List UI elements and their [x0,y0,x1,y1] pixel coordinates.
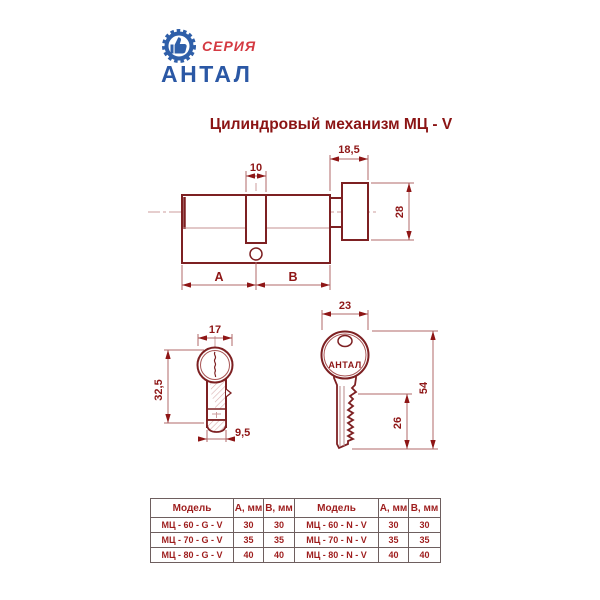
dim-label-b: B [288,270,298,284]
a-cell: 35 [379,533,409,548]
thumb-turn-knob [342,183,368,240]
a-cell: 40 [379,548,409,563]
spec-table [150,498,441,563]
dim-label-slot-width: 9,5 [235,427,251,439]
series-label: СЕРИЯ [202,38,257,54]
b-cell: 40 [409,548,441,563]
col-header-b-1: В, мм [264,499,295,518]
brand-name: АНТАЛ [161,61,253,87]
dimension-a-b [182,262,330,290]
dim-label-knob-width: 18,5 [338,144,360,156]
b-cell: 35 [409,533,441,548]
dimension-knob-height [371,183,414,240]
col-header-b-2: В, мм [409,499,441,518]
key-blade [334,372,356,448]
dim-label-front-width: 17 [208,324,222,336]
model-cell: МЦ - 60 - N - V [295,518,379,533]
model-cell: МЦ - 60 - G - V [151,518,234,533]
dim-label-front-height: 32,5 [153,379,165,401]
dim-label-a: A [214,270,224,284]
side-view-drawing [148,144,414,290]
dim-label-head-width: 23 [338,300,352,312]
spec-header-row [151,499,441,518]
model-cell: МЦ - 80 - G - V [151,548,234,563]
cam-notch [246,195,266,243]
page-title: Цилиндровый механизм МЦ - V [209,116,453,133]
slot-bottom-cap [207,420,226,432]
key-drawing [322,300,439,449]
a-cell: 30 [379,518,409,533]
col-header-a-1: А, мм [234,499,264,518]
key-ring-hole [338,336,352,347]
a-cell: 35 [234,533,264,548]
dim-label-blade-length: 26 [392,416,404,430]
b-cell: 30 [409,518,441,533]
col-header-model-2: Модель [295,499,379,518]
col-header-model-1: Модель [151,499,234,518]
a-cell: 40 [234,548,264,563]
model-cell: МЦ - 70 - G - V [151,533,234,548]
spec-row-70 [151,533,441,548]
col-header-a-2: А, мм [379,499,409,518]
key-brand-label: АНТАЛ [328,360,362,370]
model-cell: МЦ - 80 - N - V [295,548,379,563]
spec-row-80 [151,548,441,563]
b-cell: 40 [264,548,295,563]
dim-label-key-length: 54 [418,381,430,395]
pin-protrusion [226,389,231,397]
model-cell: МЦ - 70 - N - V [295,533,379,548]
b-cell: 35 [264,533,295,548]
b-cell: 30 [264,518,295,533]
spec-row-60 [151,518,441,533]
dim-label-knob-height: 28 [394,205,406,219]
a-cell: 30 [234,518,264,533]
front-view-drawing [153,324,250,442]
dim-label-cam-width: 10 [249,162,263,174]
dimension-head-width [322,310,368,330]
fixing-hole [250,248,262,260]
